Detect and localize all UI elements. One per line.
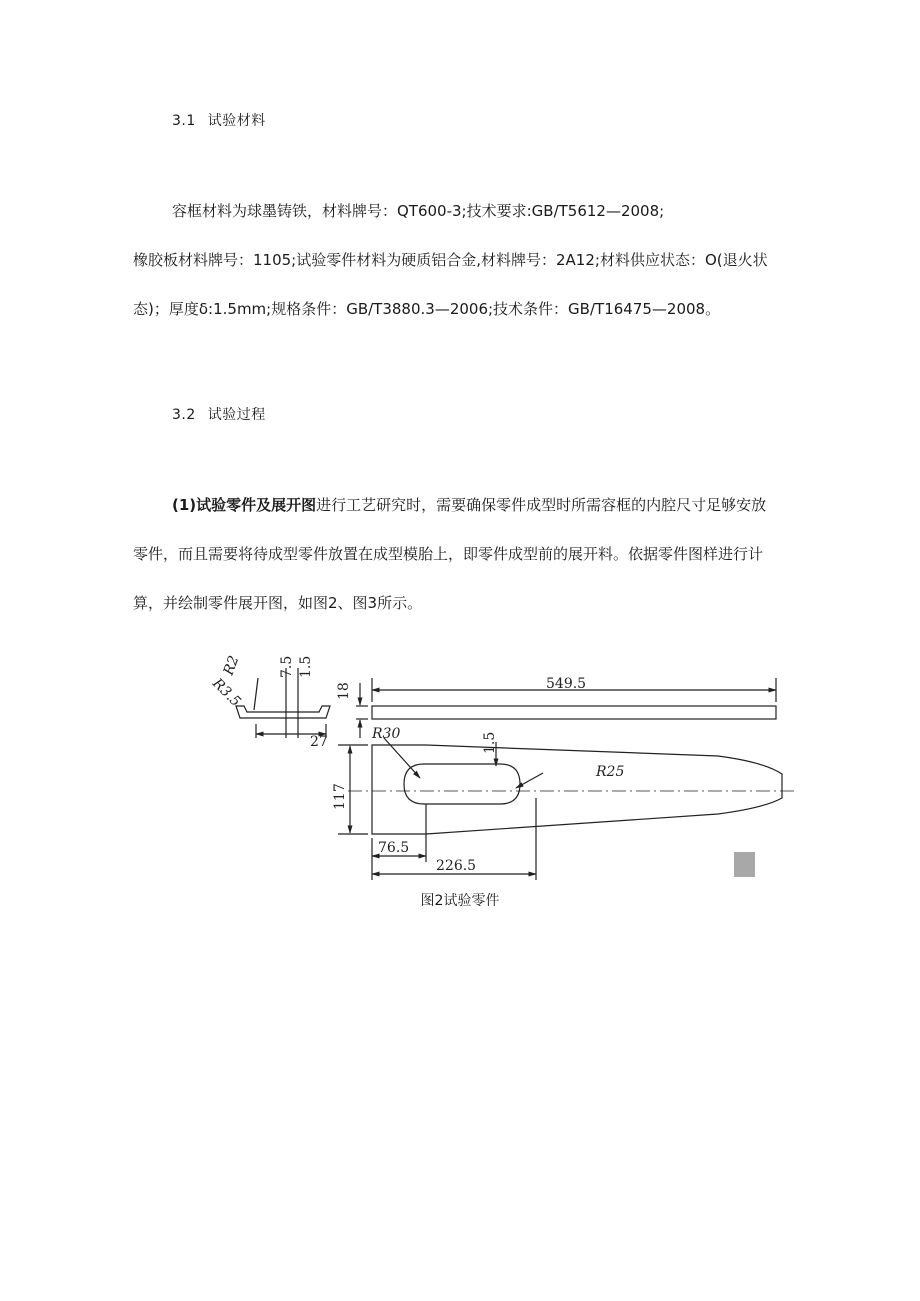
section-title: 试验材料: [207, 113, 266, 129]
dim-label-76-5: 76.5: [378, 840, 410, 856]
dim-label-r30: R30: [372, 726, 401, 742]
dim-label-117: 117: [332, 783, 348, 810]
leader-line: [254, 678, 258, 710]
paragraph-line: 态)；厚度δ:1.5mm;规格条件：GB/T3880.3—2006;技术条件：GB/T16475—2008。: [133, 300, 721, 318]
paragraph-text: 进行工艺研究时，需要确保零件成型时所需容框的内腔尺寸足够安放: [316, 496, 767, 514]
section-number: 3.1: [172, 113, 196, 129]
figure-caption: 图2试验零件: [420, 893, 500, 909]
plan-view-outline: [372, 745, 782, 834]
cross-section-shape: [236, 706, 330, 718]
engineering-drawing: [198, 638, 798, 888]
figure-2-drawing: [198, 638, 798, 888]
gray-square-mark: [734, 852, 755, 877]
paragraph-line: [172, 495, 766, 515]
dim-label-r25: R25: [596, 764, 625, 780]
section-number: 3.2: [172, 407, 196, 423]
section-heading-3-2: [172, 404, 266, 424]
dim-label-r3-5: R3.5: [209, 675, 244, 711]
paragraph-line: 零件，而且需要将待成型零件放置在成型模胎上，即零件成型前的展开料。依据零件图样进行计: [133, 545, 764, 563]
dim-label-slot-1-5: 1.5: [482, 731, 498, 754]
section-title: 试验过程: [207, 407, 266, 423]
dim-label-1-5: 1.5: [298, 655, 314, 678]
leader-line-r30: [384, 738, 420, 778]
bold-lead: (1)试验零件及展开图: [172, 496, 317, 514]
paragraph-line: 算，并绘制零件展开图，如图2、图3所示。: [133, 594, 423, 612]
dim-label-549-5: 549.5: [546, 676, 587, 692]
side-view-plate: [372, 706, 776, 719]
dim-label-226-5: 226.5: [436, 858, 477, 874]
dim-label-r2: R2: [220, 653, 243, 678]
paragraph-line: 橡胶板材料牌号：1105;试验零件材料为硬质铝合金,材料牌号：2A12;材料供应状态：O(退火状: [133, 251, 768, 269]
slot-outline: [404, 764, 520, 804]
section-heading-3-1: [172, 110, 266, 130]
dim-label-27: 27: [310, 734, 328, 750]
paragraph-line: 容框材料为球墨铸铁，材料牌号：QT600-3;技术要求:GB/T5612—2008;: [172, 202, 665, 220]
dim-label-18: 18: [336, 682, 352, 700]
dim-label-7-5: 7.5: [279, 655, 295, 678]
